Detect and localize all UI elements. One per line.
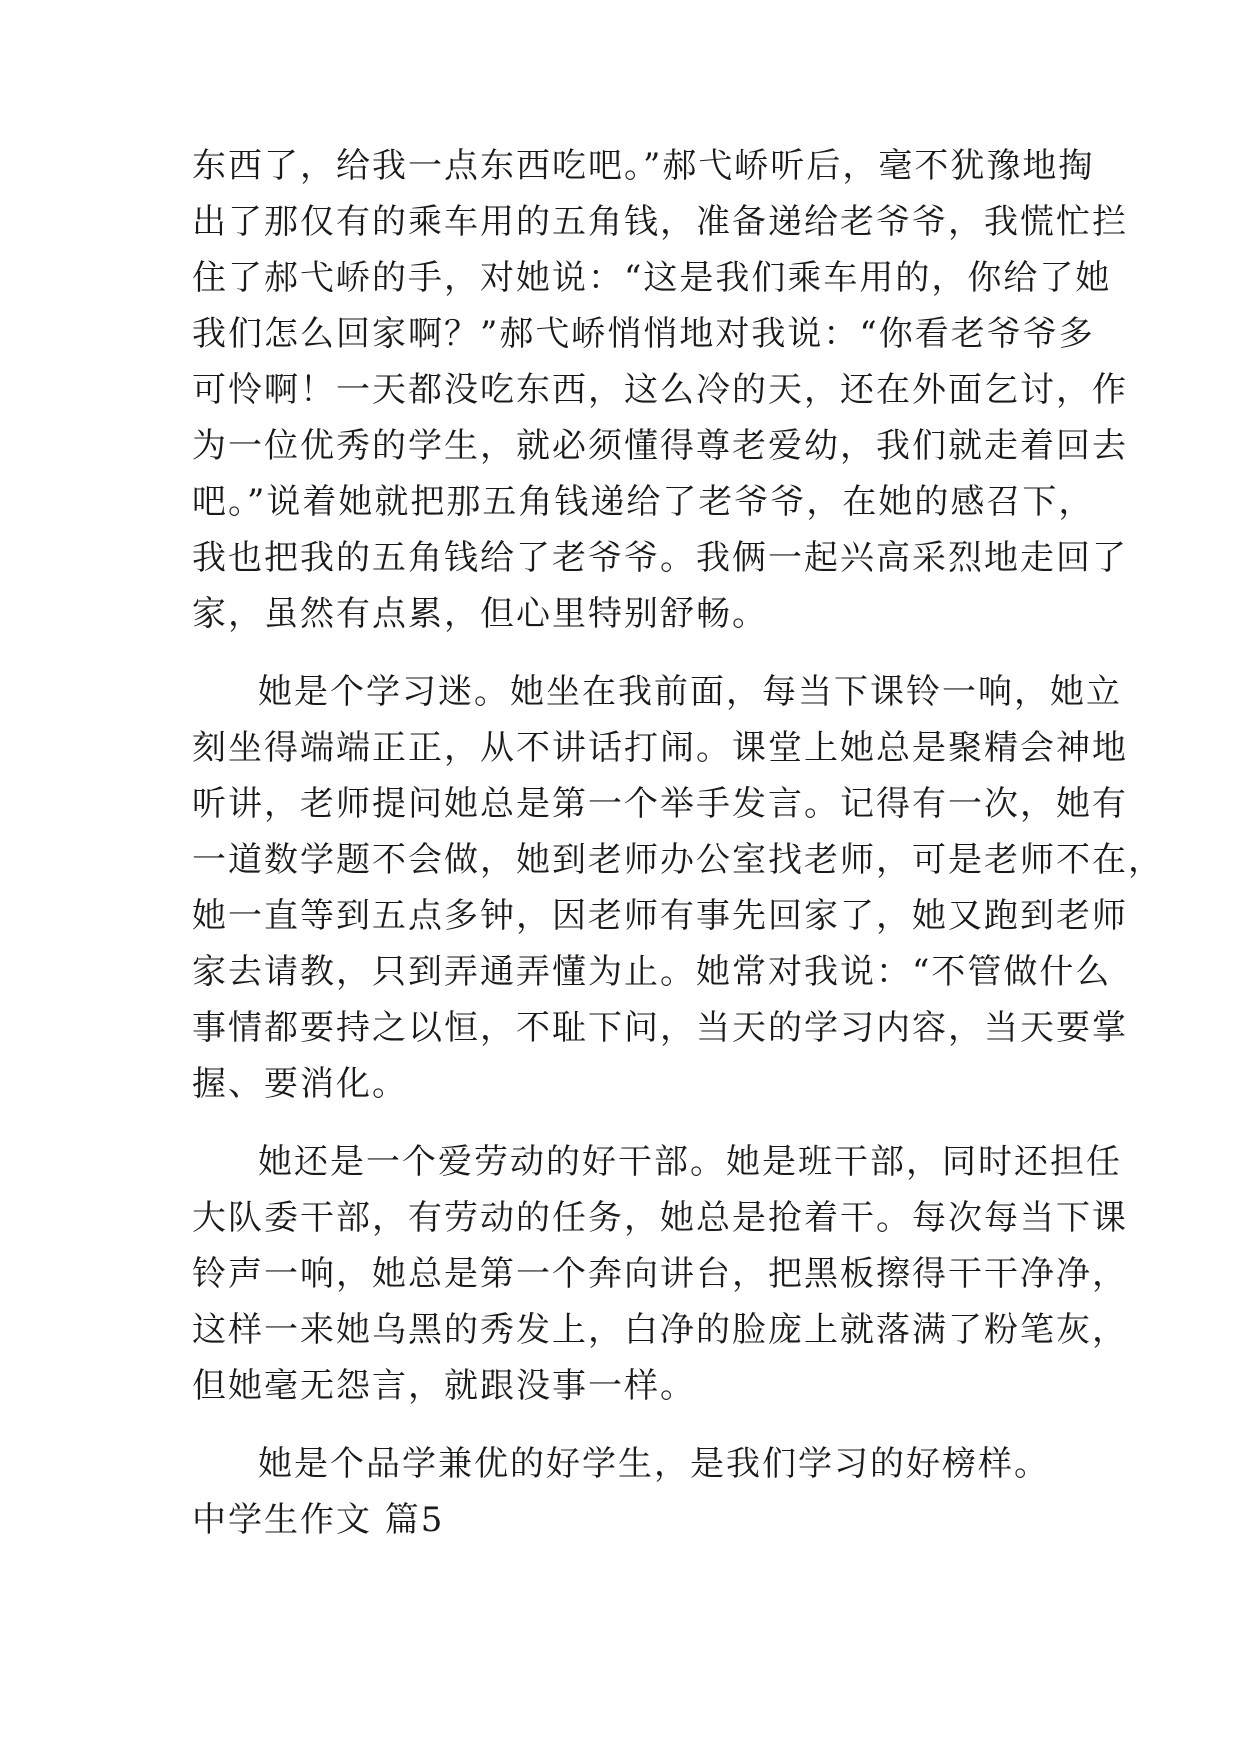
- paragraph-1-line-5: 可怜啊！一天都没吃东西，这么冷的天，还在外面乞讨，作: [192, 370, 1128, 410]
- paragraph-2-line-1: 她是个学习迷。她坐在我前面，每当下课铃一响，她立: [258, 672, 1122, 712]
- paragraph-1-line-4: 我们怎么回家啊？”郝弋峤悄悄地对我说：“你看老爷爷多: [192, 314, 1095, 354]
- paragraph-2-line-8: 握、要消化。: [192, 1064, 408, 1104]
- paragraph-1-line-9: 家，虽然有点累，但心里特别舒畅。: [192, 594, 768, 634]
- paragraph-2-line-4: 一道数学题不会做，她到老师办公室找老师，可是老师不在，: [192, 840, 1164, 880]
- paragraph-2-line-5: 她一直等到五点多钟，因老师有事先回家了，她又跑到老师: [192, 896, 1128, 936]
- paragraph-1-line-1: 东西了，给我一点东西吃吧。”郝弋峤听后，毫不犹豫地掏: [192, 146, 1095, 186]
- paragraph-1-line-8: 我也把我的五角钱给了老爷爷。我俩一起兴高采烈地走回了: [192, 538, 1128, 578]
- paragraph-1-line-6: 为一位优秀的学生，就必须懂得尊老爱幼，我们就走着回去: [192, 426, 1128, 466]
- section-heading: 中学生作文 篇5: [192, 1500, 445, 1540]
- paragraph-3-line-5: 但她毫无怨言，就跟没事一样。: [192, 1366, 696, 1406]
- paragraph-1-line-3: 住了郝弋峤的手，对她说：“这是我们乘车用的，你给了她: [192, 258, 1112, 298]
- paragraph-3-line-1: 她还是一个爱劳动的好干部。她是班干部，同时还担任: [258, 1142, 1122, 1182]
- paragraph-3-line-3: 铃声一响，她总是第一个奔向讲台，把黑板擦得干干净净，: [192, 1254, 1128, 1294]
- paragraph-1-line-7: 吧。”说着她就把那五角钱递给了老爷爷，在她的感召下，: [192, 482, 1095, 522]
- paragraph-3-line-2: 大队委干部，有劳动的任务，她总是抢着干。每次每当下课: [192, 1198, 1128, 1238]
- paragraph-4-line-1: 她是个品学兼优的好学生，是我们学习的好榜样。: [258, 1444, 1050, 1484]
- paragraph-2-line-6: 家去请教，只到弄通弄懂为止。她常对我说：“不管做什么: [192, 952, 1112, 992]
- paragraph-1-line-2: 出了那仅有的乘车用的五角钱，准备递给老爷爷，我慌忙拦: [192, 202, 1128, 242]
- paragraph-3-line-4: 这样一来她乌黑的秀发上，白净的脸庞上就落满了粉笔灰，: [192, 1310, 1128, 1350]
- paragraph-2-line-3: 听讲，老师提问她总是第一个举手发言。记得有一次，她有: [192, 784, 1128, 824]
- paragraph-2-line-7: 事情都要持之以恒，不耻下问，当天的学习内容，当天要掌: [192, 1008, 1128, 1048]
- paragraph-2-line-2: 刻坐得端端正正，从不讲话打闹。课堂上她总是聚精会神地: [192, 728, 1128, 768]
